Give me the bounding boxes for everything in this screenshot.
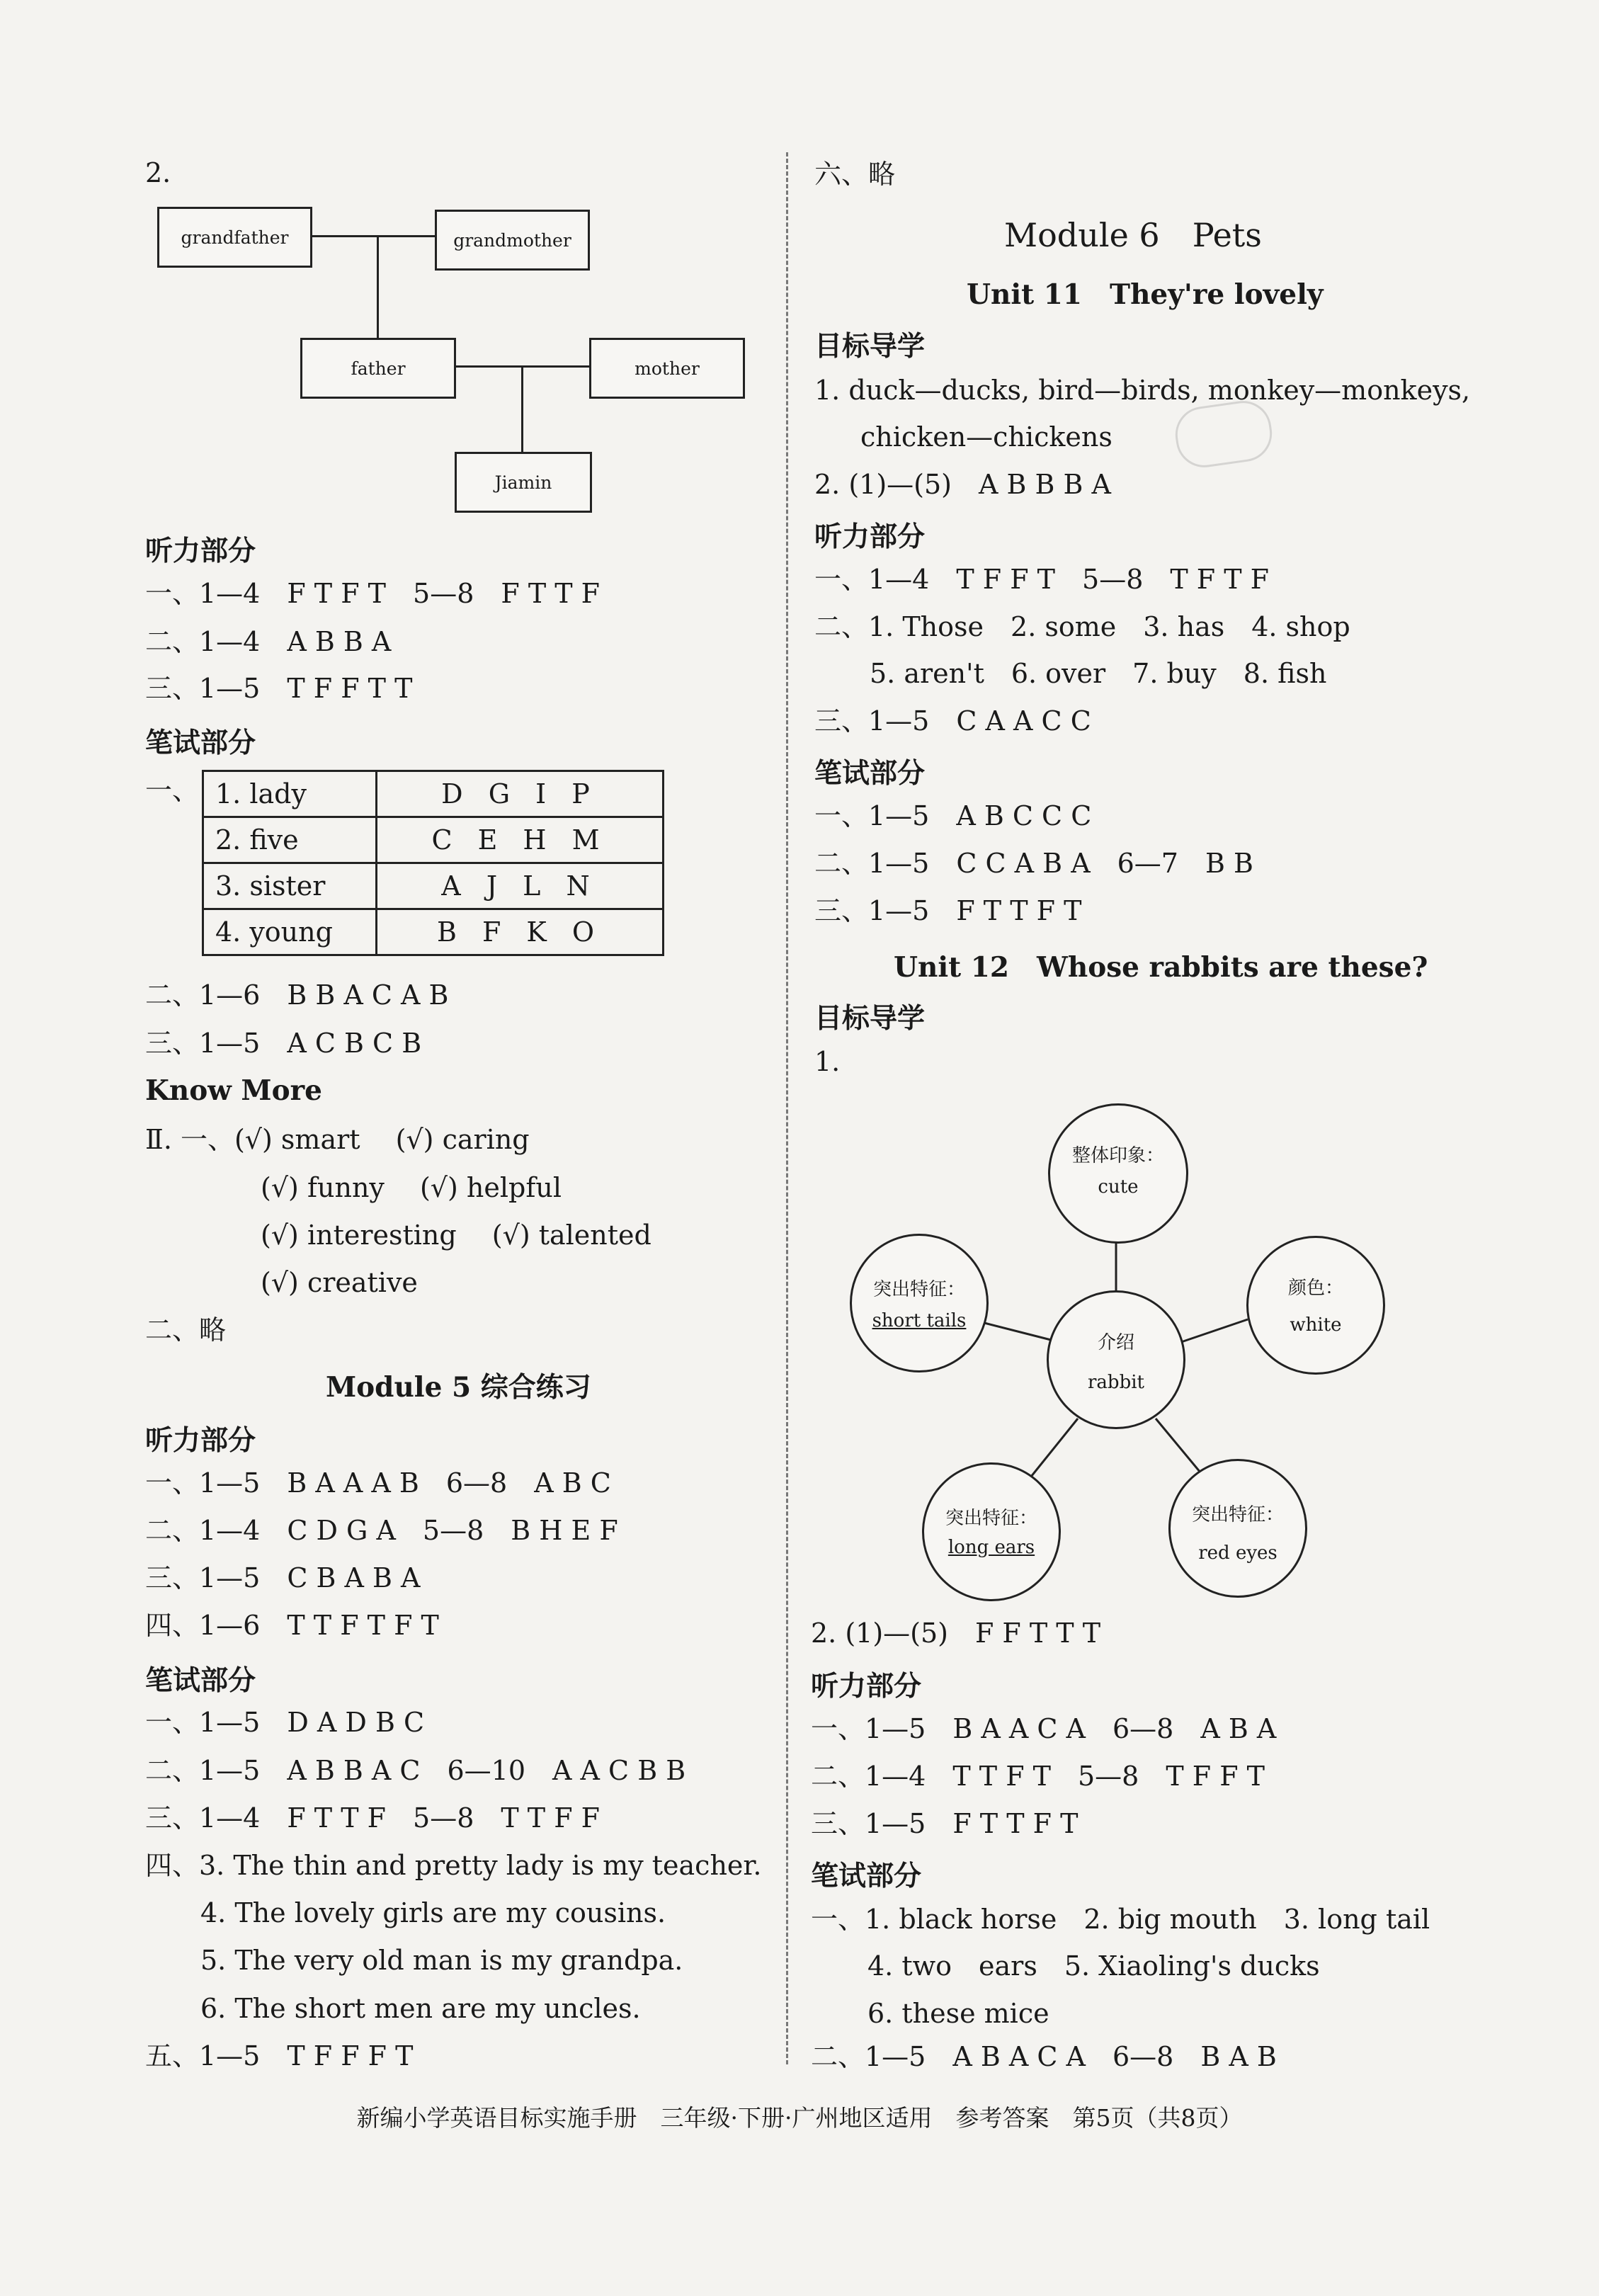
mind-map-edge: [984, 1323, 1054, 1341]
mind-map-bottom-right: 突出特征： red eyes: [1168, 1459, 1307, 1598]
m5-listening-heading: 听力部分: [145, 1425, 256, 1457]
answer-line: 1. duck—ducks, bird—birds, monkey—monkeys,: [814, 375, 1471, 406]
m5-writing-heading: 笔试部分: [145, 1665, 256, 1697]
answer-line: 二、1—4 C D G A 5—8 B H E F: [145, 1515, 618, 1546]
answer-line: 三、1—5 C B A B A: [145, 1562, 421, 1593]
answer-line: 六、略: [814, 159, 896, 190]
answer-line: chicken—chickens: [860, 421, 1113, 453]
table-row: 3. sister A J L N: [203, 863, 664, 909]
u11-listening-heading: 听力部分: [814, 521, 926, 553]
answer-line: (√) interesting (√) talented: [261, 1220, 651, 1251]
answer-line: 4. two ears 5. Xiaoling's ducks: [867, 1950, 1320, 1982]
mind-map-top: 整体印象： cute: [1048, 1103, 1188, 1244]
mind-map-edge: [1156, 1419, 1204, 1477]
answer-line: 四、3. The thin and pretty lady is my teacher.: [145, 1850, 762, 1881]
answer-line: 一、1—5 D A D B C: [145, 1707, 425, 1738]
listening-heading: 听力部分: [145, 535, 256, 567]
mind-map-right: 颜色： white: [1246, 1236, 1385, 1375]
answer-line: 一、1—4 T F F T 5—8 T F T F: [814, 564, 1270, 595]
tree-node-mother: mother: [589, 338, 745, 399]
answer-line: (√) creative: [261, 1267, 418, 1298]
u12-writing-heading: 笔试部分: [811, 1860, 922, 1892]
answer-line: 6. these mice: [867, 1998, 1049, 2029]
answer-line: 四、1—6 T T F T F T: [145, 1610, 439, 1641]
answer-line: 三、1—5 F T T F T: [814, 895, 1082, 926]
tree-node-child: Jiamin: [455, 452, 592, 513]
answer-line: 1.: [814, 1046, 841, 1077]
answer-line: 2. (1)—(5) A B B B A: [814, 469, 1111, 500]
answer-line: 二、1—5 A B B A C 6—10 A A C B B: [145, 1755, 686, 1786]
answer-line: 2. (1)—(5) F F T T T: [811, 1618, 1101, 1649]
answer-line: 五、1—5 T F F F T: [145, 2040, 414, 2071]
mind-map-left: 突出特征： short tails: [850, 1234, 989, 1373]
writing-heading: 笔试部分: [145, 727, 256, 759]
u12-listening-heading: 听力部分: [811, 1671, 922, 1703]
tree-node-grandmother: grandmother: [435, 210, 590, 271]
answer-line: 三、1—5 C A A C C: [814, 705, 1091, 737]
know-more-heading: Know More: [145, 1074, 322, 1107]
answer-line: 二、略: [145, 1314, 227, 1346]
u12-target-heading: 目标导学: [814, 1003, 926, 1035]
mind-map-center: 介绍 rabbit: [1047, 1290, 1185, 1429]
answer-line: 5. The very old man is my grandpa.: [200, 1945, 683, 1976]
answer-line: 二、1—6 B B A C A B: [145, 979, 449, 1011]
answer-line: 三、1—5 F T T F T: [811, 1808, 1079, 1839]
mind-map-edge: [1181, 1319, 1248, 1342]
answer-line: 三、1—4 F T T F 5—8 T T F F: [145, 1802, 601, 1834]
answer-line: 二、1. Those 2. some 3. has 4. shop: [814, 611, 1350, 642]
answer-line: 二、1—5 A B A C A 6—8 B A B: [811, 2041, 1277, 2072]
answer-line: 三、1—5 T F F T T: [145, 673, 413, 704]
unit11-title: Unit 11 They're lovely: [967, 278, 1324, 311]
answer-line: 二、1—4 A B B A: [145, 626, 392, 657]
u11-writing-heading: 笔试部分: [814, 758, 926, 790]
tree-node-grandfather: grandfather: [157, 207, 312, 268]
unit12-title: Unit 12 Whose rabbits are these?: [894, 951, 1428, 984]
answer-line: 4. The lovely girls are my cousins.: [200, 1897, 666, 1928]
answer-line: 一、1. black horse 2. big mouth 3. long tail: [811, 1904, 1430, 1935]
table-row: 1. lady D G I P: [203, 771, 664, 817]
answer-line: 一、1—5 A B C C C: [814, 800, 1092, 831]
answer-line: (√) funny (√) helpful: [261, 1172, 562, 1203]
answer-line: 三、1—5 A C B C B: [145, 1028, 422, 1059]
table-prefix: 一、: [145, 775, 200, 806]
table-row: 2. five C E H M: [203, 817, 664, 863]
page-footer: 新编小学英语目标实施手册 三年级·下册·广州地区适用 参考答案 第5页（共8页）: [356, 2104, 1243, 2132]
answer-line: 一、1—5 B A A C A 6—8 A B A: [811, 1713, 1277, 1744]
module6-title: Module 6 Pets: [1004, 216, 1262, 254]
answer-line: Ⅱ. 一、(√) smart (√) caring: [145, 1124, 530, 1155]
mind-map-edge: [1031, 1419, 1078, 1477]
answer-line: 二、1—5 C C A B A 6—7 B B: [814, 848, 1253, 879]
answer-line: 5. aren't 6. over 7. buy 8. fish: [870, 658, 1327, 689]
table-row: 4. young B F K O: [203, 909, 664, 955]
target-heading: 目标导学: [814, 331, 926, 363]
q2-label: 2.: [145, 157, 171, 188]
mind-map-bottom-left: 突出特征： long ears: [922, 1462, 1061, 1601]
answer-line: 一、1—5 B A A A B 6—8 A B C: [145, 1467, 611, 1499]
tree-node-father: father: [300, 338, 456, 399]
answer-line: 二、1—4 T T F T 5—8 T F F T: [811, 1761, 1265, 1792]
module5-title: Module 5 综合练习: [326, 1371, 591, 1404]
answer-line: 6. The short men are my uncles.: [200, 1993, 641, 2024]
answer-line: 一、1—4 F T F T 5—8 F T T F: [145, 578, 601, 609]
